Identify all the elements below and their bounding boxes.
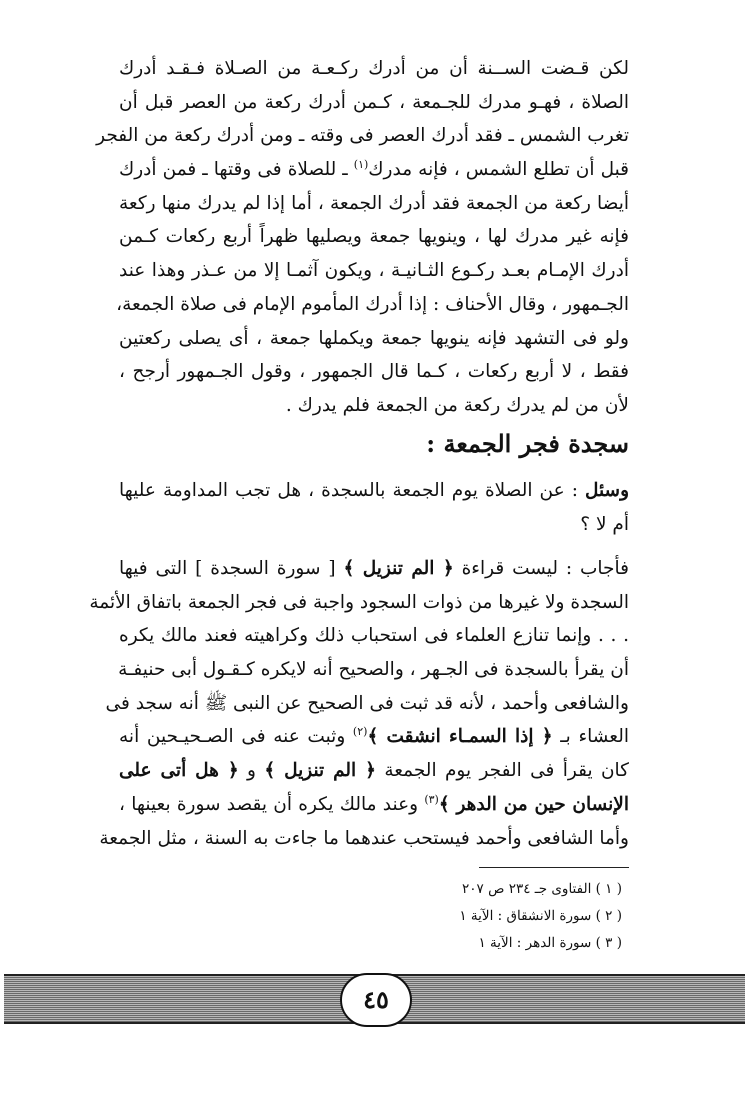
- paragraph-friday-rakah: [96, 52, 630, 423]
- section-heading: سجدة فجر الجمعة :: [426, 429, 629, 458]
- question-paragraph: [119, 474, 629, 541]
- text-line: أدرك الإمـام بعـد ركـوع الثـانيـة ، ويكون آثمـا إلا من عـذر وهذا عند: [119, 260, 629, 282]
- text-line: والشافعى وأحمد ، لأنه قد ثبت فى الصحيح عن النبى ﷺ أنه سجد فى: [105, 692, 629, 714]
- text-line: أيضا ركعة من الجمعة فقد أدرك الجمعة ، أما إذا لم يدرك منها ركعة: [119, 192, 629, 214]
- text-fragment: : عن الصلاة يوم الجمعة بالسجدة ، هل تجب المداومة عليها: [119, 480, 585, 501]
- text-fragment: كان يقرأ فى الفجر يوم الجمعة: [375, 760, 629, 782]
- question-label: وسئل: [584, 480, 629, 501]
- footnote-marker: (١): [353, 157, 369, 171]
- text-fragment: فأجاب : ليست قراءة: [453, 558, 629, 579]
- text-line: فقط ، لا أربع ركعات ، كـما قال الجمهور ، وقول الجـمهور أرجح ،: [119, 361, 629, 383]
- text-fragment: و: [238, 760, 265, 782]
- text-line: [119, 474, 629, 508]
- text-line: الجـمهور ، وقال الأحناف : إذا أدرك المأموم الإمام فى صلاة الجمعة،: [116, 293, 629, 315]
- quran-quote: ﴿ إذا السمـاء انشقت ﴾: [367, 726, 553, 748]
- text-fragment: [ سورة السجدة ] التى فيها: [119, 558, 344, 579]
- text-line: تغرب الشمس ـ فقد أدرك العصر فى وقته ـ ومن أدرك ركعة من الفجر: [96, 125, 629, 147]
- text-line: أن يقرأ بالسجدة فى الجـهر ، والصحيح أنه لايكره كـقـول أبى حنيفـة: [118, 659, 629, 681]
- text-fragment: وثبت عنه فى الصـحيـحين أنه: [119, 726, 353, 748]
- footnote-item: ( ٢ ) سورة الانشقاق : الآية ١: [459, 908, 622, 924]
- text-line-with-footnote: [119, 153, 629, 187]
- text-line: فإنه غير مدرك لها ، وينويها جمعة ويصليها ظهراً أربع ركعات كـمن: [119, 226, 629, 248]
- text-line: لكن قـضت الســنة أن من أدرك ركـعـة من الصـلاة فـقـد أدرك: [119, 58, 629, 79]
- quran-quote: ﴿ هل أتى على: [119, 760, 239, 782]
- text-fragment: قبل أن تطلع الشمس ، فإنه مدرك: [368, 159, 630, 181]
- footnote-divider: [479, 867, 629, 868]
- text-fragment: وعند مالك يكره أن يقصد سورة بعينها ،: [119, 793, 425, 815]
- text-line: [119, 720, 629, 754]
- text-fragment: ـ للصلاة فى وقتها ـ فمن أدرك: [119, 159, 354, 181]
- quran-quote: الإنسان حين من الدهر ﴾: [438, 793, 629, 815]
- text-line: . . . وإنما تنازع العلماء فى استحباب ذلك وكراهيته فعند مالك يكره: [119, 625, 629, 647]
- text-line: ولو فى التشهد فإنه ينويها جمعة ويكملها جمعة ، أى يصلى ركعتين: [119, 327, 629, 349]
- text-line: السجدة ولا غيرها من ذوات السجود واجبة فى فجر الجمعة باتفاق الأئمة: [89, 591, 629, 613]
- quran-quote: ﴿ الم تنزيل ﴾: [264, 760, 376, 782]
- text-fragment: العشاء بـ: [552, 726, 629, 748]
- text-line: [119, 552, 629, 586]
- quran-quote: ﴿ الم تنزيل ﴾: [343, 558, 454, 579]
- text-line: أم لا ؟: [580, 513, 629, 535]
- text-line: لأن من لم يدرك ركعة من الجمعة فلم يدرك .: [285, 394, 629, 416]
- page-number: ٤٥: [340, 973, 412, 1027]
- text-line: الصلاة ، فهـو مدرك للجـمعة ، كـمن أدرك ركعة من العصر قبل أن: [119, 91, 629, 113]
- footnote-marker: (٣): [424, 792, 439, 806]
- text-line: وأما الشافعى وأحمد فيستحب عندهما ما جاءت به السنة ، مثل الجمعة: [99, 827, 629, 849]
- footnote-item: ( ٣ ) سورة الدهر : الآية ١: [478, 935, 622, 951]
- footnote-item: ( ١ ) الفتاوى جـ ٢٣٤ ص ٢٠٧: [462, 881, 622, 897]
- footnote-marker: (٢): [352, 725, 368, 739]
- answer-paragraph: [89, 552, 629, 855]
- text-line: [119, 754, 629, 788]
- footnotes: [459, 876, 622, 957]
- text-line: [119, 788, 629, 822]
